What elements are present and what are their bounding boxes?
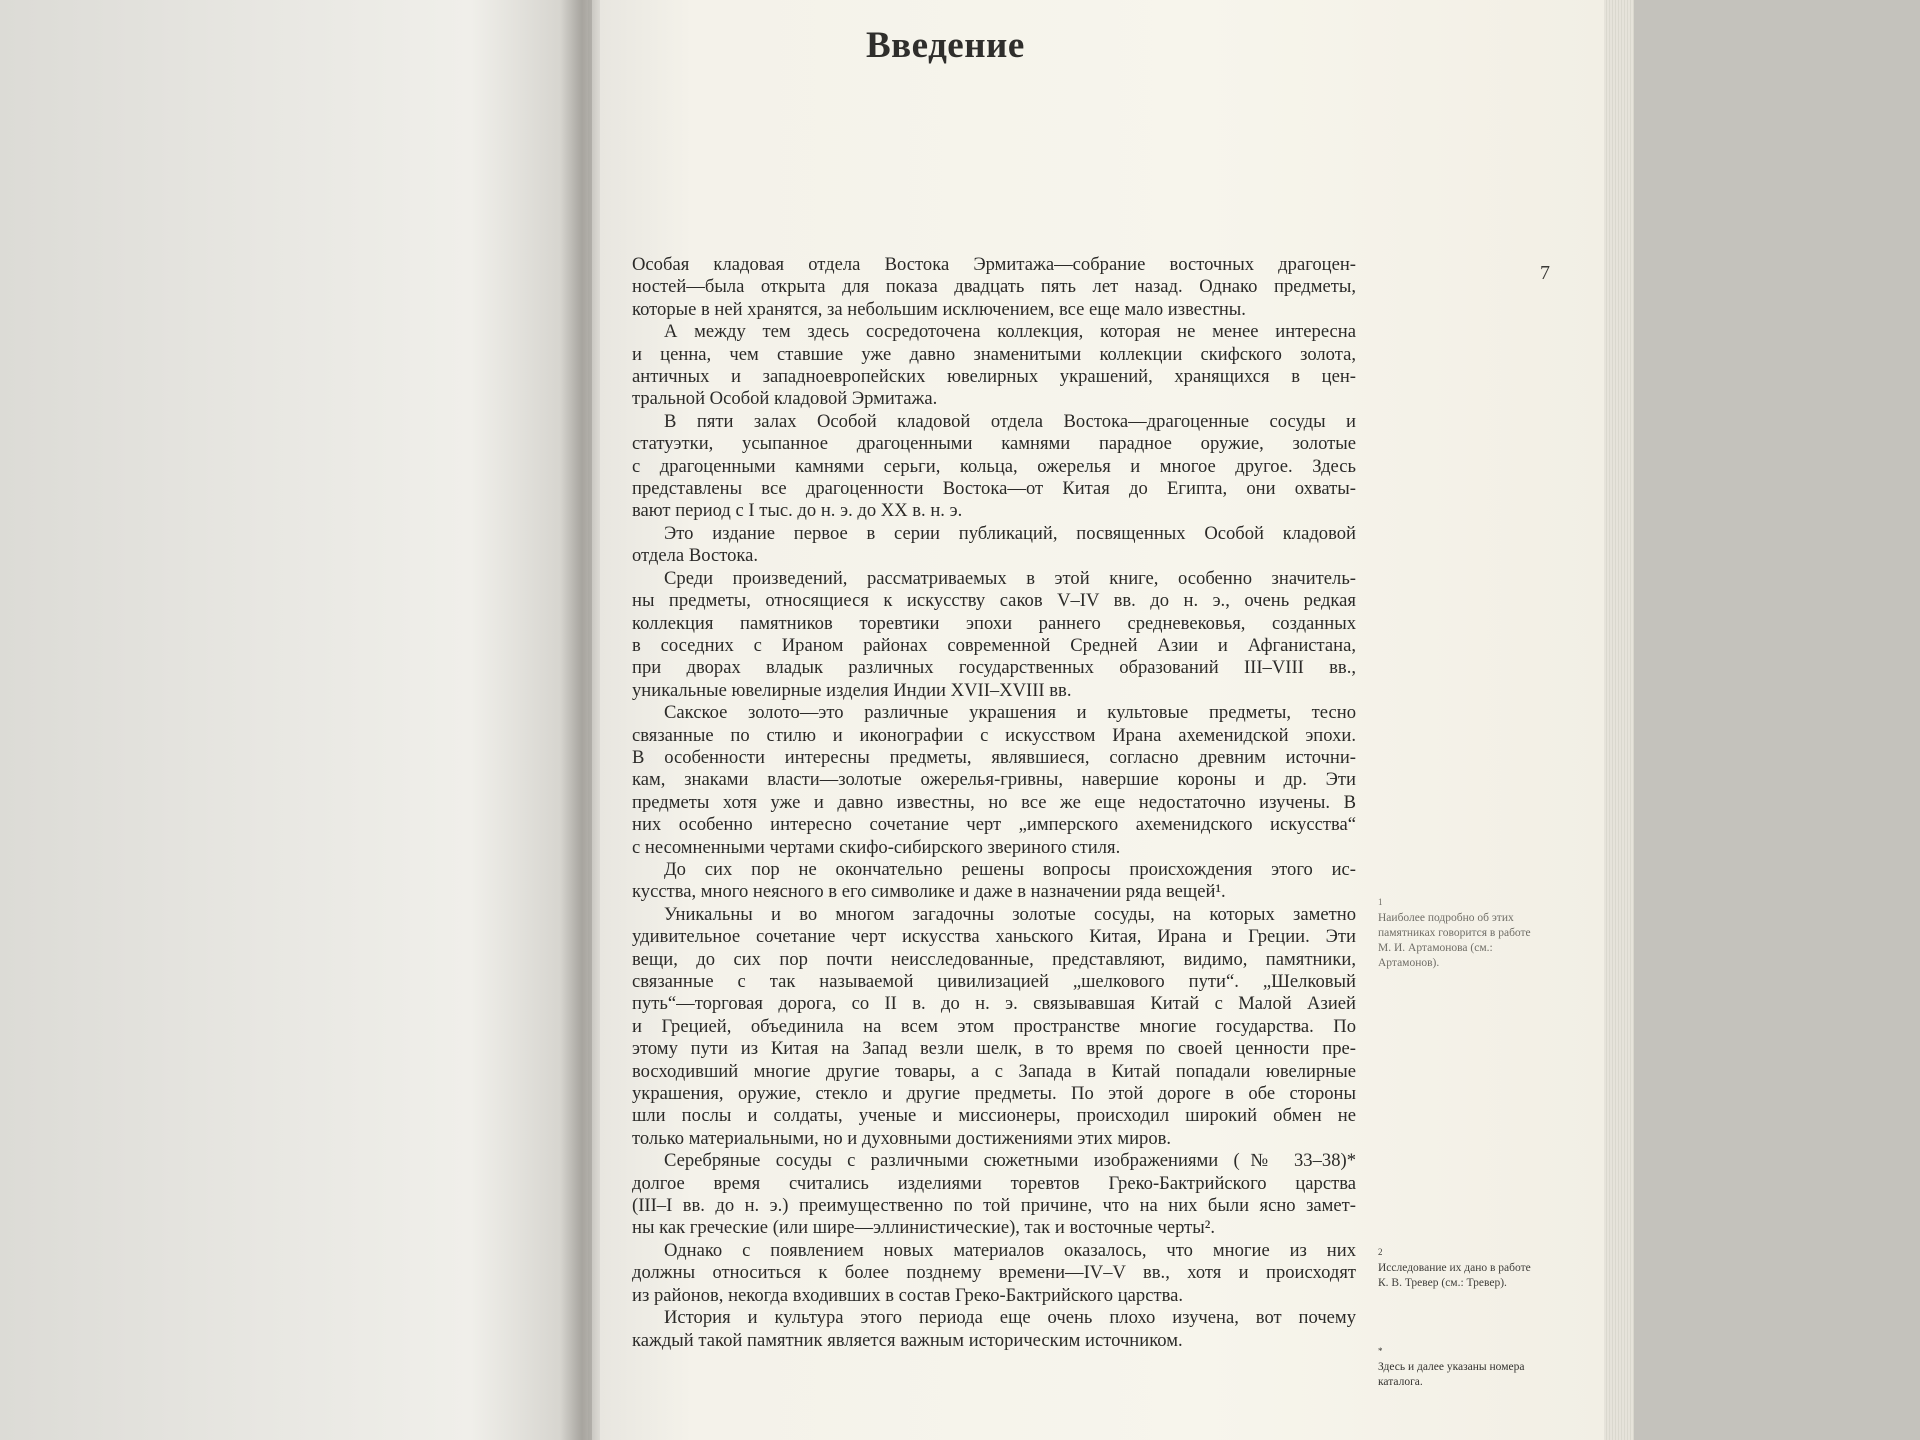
text-line: предметы хотя уже и давно известны, но все же еще недостаточно изучены. В xyxy=(632,791,1356,813)
text-line: История и культура этого периода еще очень плохо изучена, вот почему xyxy=(664,1307,1356,1329)
footnote-text: Исследование их дано в работе К. В. Тревер (см.: Тревер). xyxy=(1378,1262,1531,1289)
text-line: ностей—была открыта для показа двадцать пять лет назад. Однако предметы, xyxy=(632,276,1356,298)
chapter-title: Введение xyxy=(866,25,1025,66)
text-line: должны относиться к более позднему времени—IV–V вв., хотя и происходят xyxy=(632,1262,1356,1284)
text-line: них особенно интересно сочетание черт „имперского ахеменидского искусства“ xyxy=(632,814,1356,836)
footnote-mark: 2 xyxy=(1378,1247,1383,1257)
text-line: Особая кладовая отдела Востока Эрмитажа—собрание восточных драгоцен- xyxy=(632,254,1356,275)
text-line: Это издание первое в серии публикаций, посвященных Особой кладовой xyxy=(664,522,1356,544)
text-line: Серебряные сосуды с различными сюжетными изображениями (№ 33–38)* xyxy=(664,1150,1356,1172)
text-line: тральной Особой кладовой Эрмитажа. xyxy=(632,388,938,410)
text-line: при дворах владык различных государственных образований III–VIII вв., xyxy=(632,657,1356,679)
text-line: Среди произведений, рассматриваемых в этой книге, особенно значитель- xyxy=(664,567,1356,589)
footnote-mark: 1 xyxy=(1378,897,1383,907)
text-line: вают период с I тыс. до н. э. до XX в. н. э. xyxy=(632,500,963,522)
text-line: этому пути из Китая на Запад везли шелк, в то время по своей ценности пре- xyxy=(632,1038,1356,1060)
text-line: ны предметы, относящиеся к искусству саков V–IV вв. до н. э., очень редкая xyxy=(632,590,1356,612)
page-number: 7 xyxy=(1540,262,1550,284)
text-line: и ценна, чем ставшие уже давно знаменитыми коллекции скифского золота, xyxy=(632,343,1356,365)
footnote-mark: * xyxy=(1378,1346,1383,1356)
text-line: В особенности интересны предметы, являвшиеся, согласно древним источни- xyxy=(632,746,1356,768)
text-line: в соседних с Ираном районах современной Средней Азии и Афганистана, xyxy=(632,634,1356,656)
text-line: кам, знаками власти—золотые ожерелья-гривны, навершие короны и др. Эти xyxy=(632,769,1356,791)
footnote-2 xyxy=(1378,1245,1538,1291)
left-page xyxy=(0,0,588,1440)
text-line: и Грецией, объединила на всем этом пространстве многие государства. По xyxy=(632,1015,1356,1037)
table-surface xyxy=(1634,0,1920,1440)
text-line: связанные с так называемой цивилизацией „шелкового пути“. „Шелковый xyxy=(632,971,1356,992)
text-line: вещи, до сих пор почти неисследованные, представляют, видимо, памятники, xyxy=(632,948,1356,970)
text-line: из районов, некогда входивших в состав Греко-Бактрийского царства. xyxy=(632,1284,1184,1306)
text-line: ны как греческие (или шире—эллинистические), так и восточные черты². xyxy=(632,1217,1215,1239)
page-stack-edge xyxy=(1604,0,1634,1440)
text-line: украшения, оружие, стекло и другие предметы. По этой дороге в обе стороны xyxy=(632,1083,1356,1105)
text-line: долгое время считались изделиями торевтов Греко-Бактрийского царства xyxy=(632,1172,1356,1194)
text-line: представлены все драгоценности Востока—от Китая до Египта, они охваты- xyxy=(632,478,1356,500)
text-line: До сих пор не окончательно решены вопросы происхождения этого ис- xyxy=(664,858,1356,880)
body-text xyxy=(632,254,1356,1352)
text-line: связанные по стилю и иконографии с искусством Ирана ахеменидской эпохи. xyxy=(632,724,1356,746)
footnote-text: Наиболее подробно об этих памятниках говорится в работе М. И. Артамонова (см.: Артамонов). xyxy=(1378,912,1531,969)
text-line: с несомненными чертами скифо-сибирского звериного стиля. xyxy=(632,836,1121,858)
text-line: только материальными, но и духовными достижениями этих миров. xyxy=(632,1127,1172,1149)
text-line: кусства, много неясного в его символике и даже в назначении ряда вещей¹. xyxy=(632,881,1226,903)
text-line: В пяти залах Особой кладовой отдела Востока—драгоценные сосуды и xyxy=(664,410,1356,432)
text-line: Однако с появлением новых материалов оказалось, что многие из них xyxy=(664,1239,1356,1261)
text-line: Сакское золото—это различные украшения и культовые предметы, тесно xyxy=(664,702,1356,724)
text-line: уникальные ювелирные изделия Индии XVII–XVIII вв. xyxy=(632,679,1072,701)
text-line: коллекция памятников торевтики эпохи раннего средневековья, созданных xyxy=(632,612,1356,634)
text-line: (III–I вв. до н. э.) преимущественно по той причине, что на них были ясно замет- xyxy=(632,1195,1356,1217)
text-line: Уникальны и во многом загадочны золотые сосуды, на которых заметно xyxy=(664,903,1356,925)
text-line: шли послы и солдаты, ученые и миссионеры, происходил широкий обмен не xyxy=(632,1105,1356,1127)
text-line: античных и западноевропейских ювелирных украшений, хранящихся в цен- xyxy=(632,366,1356,388)
text-line: с драгоценными камнями серьги, кольца, ожерелья и многое другое. Здесь xyxy=(632,455,1356,477)
footnote-text: Здесь и далее указаны номера каталога. xyxy=(1378,1361,1525,1388)
text-line: путь“—торговая дорога, со II в. до н. э. связывавшая Китай с Малой Азией xyxy=(632,993,1356,1015)
text-line: отдела Востока. xyxy=(632,545,759,567)
text-line: статуэтки, усыпанное драгоценными камнями парадное оружие, золотые xyxy=(632,433,1356,455)
text-line: восходивший многие другие товары, а с Запада в Китай попадали ювелирные xyxy=(632,1060,1356,1082)
text-line: удивительное сочетание черт искусства ханьского Китая, Ирана и Греции. Эти xyxy=(632,926,1356,948)
text-line: А между тем здесь сосредоточена коллекция, которая не менее интересна xyxy=(664,321,1356,343)
text-line: которые в ней хранятся, за небольшим исключением, все еще мало известны. xyxy=(632,298,1246,320)
text-line: каждый такой памятник является важным историческим источником. xyxy=(632,1329,1183,1351)
book-gutter xyxy=(560,0,600,1440)
footnote-asterisk xyxy=(1378,1344,1538,1390)
footnote-1 xyxy=(1378,895,1538,971)
